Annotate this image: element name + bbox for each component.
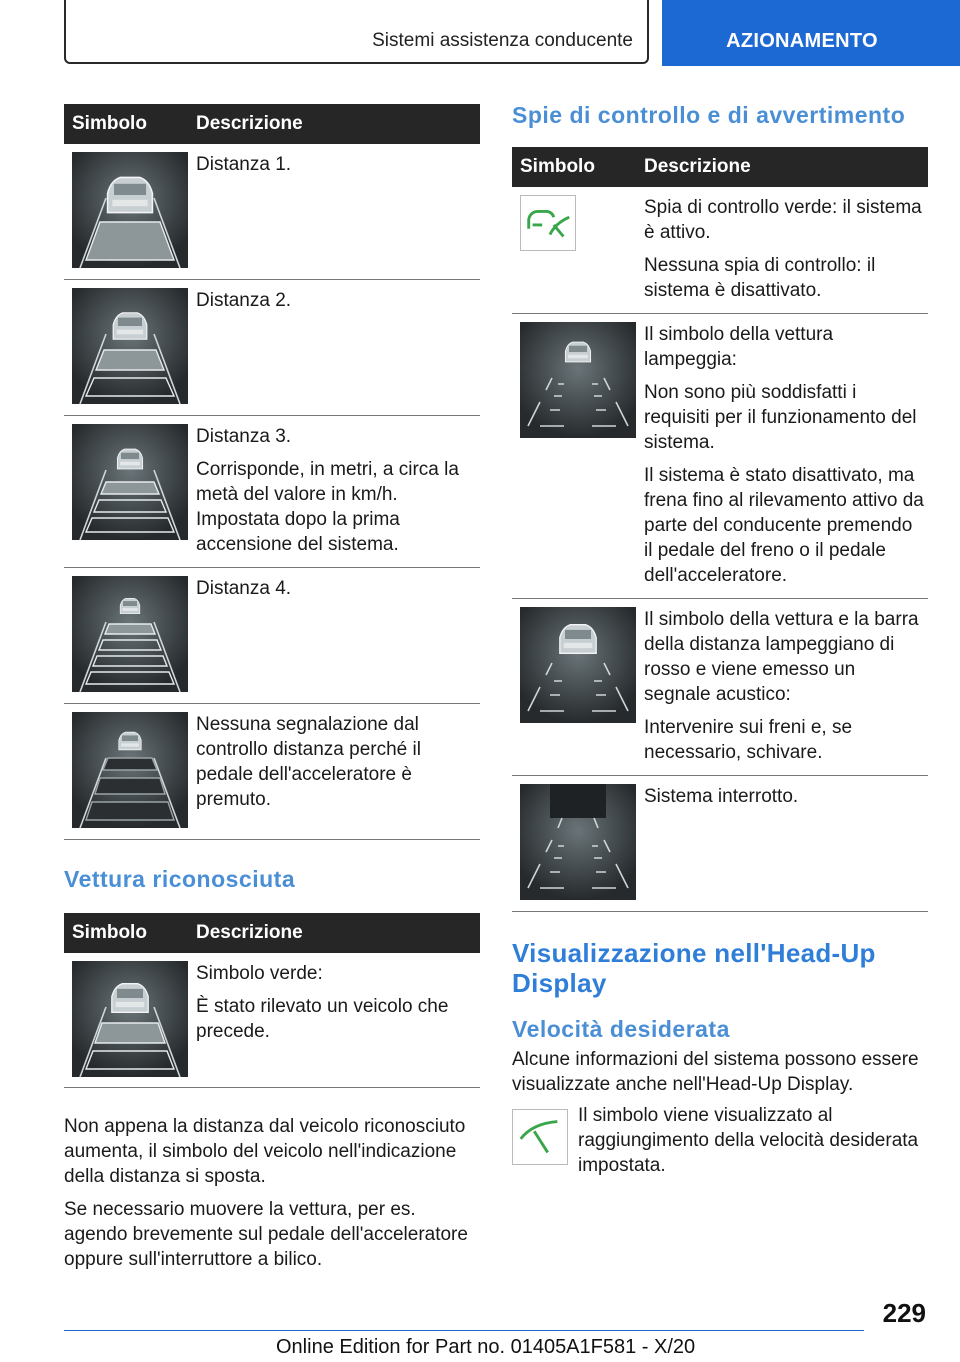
edition-note: Online Edition for Part no. 01405A1F581 - X/20 <box>276 1336 696 1358</box>
section-tab <box>662 0 960 66</box>
hud-note-text: Il simbolo viene visualizzato al raggiungimento della velocità desiderata impostata. <box>578 1105 919 1176</box>
table-row <box>64 144 480 279</box>
table-row <box>64 415 480 567</box>
hud-note <box>512 1107 928 1178</box>
description-text: Spia di controllo verde: il sistema è attivo. <box>644 197 922 243</box>
page-header <box>0 0 960 66</box>
paragraph: Non appena la distanza dal veicolo riconosciuto aumenta, il simbolo del veicolo nell'indicazione della distanza si sposta. <box>64 1116 466 1187</box>
lamps-table <box>512 147 928 912</box>
col-symbol-header: Simbolo <box>64 104 188 144</box>
table-row <box>512 187 928 314</box>
heading-desired-speed: Velocità desiderata <box>512 1016 730 1042</box>
table-row <box>512 314 928 599</box>
heading-vehicle-detected: Vettura riconosciuta <box>64 865 296 892</box>
description-text: Simbolo verde: <box>196 962 323 984</box>
paragraph: Alcune informazioni del sistema possono essere visualizzate anche nell'Head-Up Display. <box>512 1049 919 1095</box>
description-text: Distanza 2. <box>196 289 292 311</box>
distance-1-car-icon <box>72 152 188 268</box>
paragraph: Se necessario muovere la vettura, per es. agendo brevemente sul pedale dell'acceleratore oppure sull'interruttore a bilico. <box>64 1199 468 1270</box>
table-row <box>64 567 480 703</box>
table-row <box>512 599 928 776</box>
system-interrupted-icon <box>520 784 636 900</box>
distance-3-car-icon <box>72 424 188 540</box>
hud-speed-icon <box>512 1109 568 1165</box>
description-text: Distanza 4. <box>196 577 292 599</box>
heading-lamps: Spie di controllo e di avvertimento <box>512 102 906 128</box>
description-text: È stato rilevato un veicolo che precede. <box>196 995 449 1042</box>
table-row <box>64 703 480 839</box>
col-description-header: Descrizione <box>188 913 480 953</box>
distance-none-car-icon <box>72 712 188 828</box>
vehicle-red-warning-icon <box>520 607 636 723</box>
heading-head-up-display: Visualizzazione nell'Head-Up Display <box>512 938 876 998</box>
col-description-header: Descrizione <box>636 147 928 187</box>
green-indicator-icon <box>520 195 576 251</box>
col-description-header: Descrizione <box>188 104 480 144</box>
table-row <box>64 279 480 415</box>
description-text: Sistema interrotto. <box>644 786 799 807</box>
description-text: Nessuna segnalazione dal controllo distanza perché il pedale dell'acceleratore è premuto. <box>196 713 421 810</box>
section-title: AZIONAMENTO <box>726 30 878 52</box>
description-text: Il sistema è stato disattivato, ma frena fino al rilevamento attivo da parte del conducente premendo il pedale del freno o il pedale dell'acceleratore. <box>644 465 924 586</box>
description-text: Non sono più soddisfatti i requisiti per il funzionamento del sistema. <box>644 382 917 453</box>
vehicle-detected-icon <box>72 961 188 1077</box>
vehicle-detected-table <box>64 913 480 1089</box>
col-symbol-header: Simbolo <box>64 913 188 953</box>
page-number: 229 <box>882 1298 926 1328</box>
description-text: Nessuna spia di controllo: il sistema è disattivato. <box>644 255 876 301</box>
description-text: Intervenire sui freni e, se necessario, schivare. <box>644 717 853 763</box>
description-text: Il simbolo della vettura lampeggia: <box>644 324 834 370</box>
description-text: Distanza 1. <box>196 154 292 175</box>
description-text: Il simbolo della vettura e la barra della distanza lampeggiano di rosso e viene emesso un segnale acustico: <box>644 609 919 705</box>
chapter-frame <box>64 0 649 64</box>
col-symbol-header: Simbolo <box>512 147 636 187</box>
vehicle-flashing-icon <box>520 322 636 438</box>
left-column <box>64 104 480 1272</box>
description-text: Corrisponde, in metri, a circa la metà del valore in km/h. Impostata dopo la prima accensione del sistema. <box>196 458 459 555</box>
footer-rule <box>64 1330 864 1331</box>
right-column <box>512 102 928 1178</box>
description-text: Distanza 3. <box>196 425 292 447</box>
chapter-title: Sistemi assistenza conducente <box>372 30 633 51</box>
distance-2-car-icon <box>72 288 188 404</box>
distance-table <box>64 104 480 840</box>
distance-4-car-icon <box>72 576 188 692</box>
table-row <box>512 776 928 912</box>
table-row <box>64 953 480 1088</box>
